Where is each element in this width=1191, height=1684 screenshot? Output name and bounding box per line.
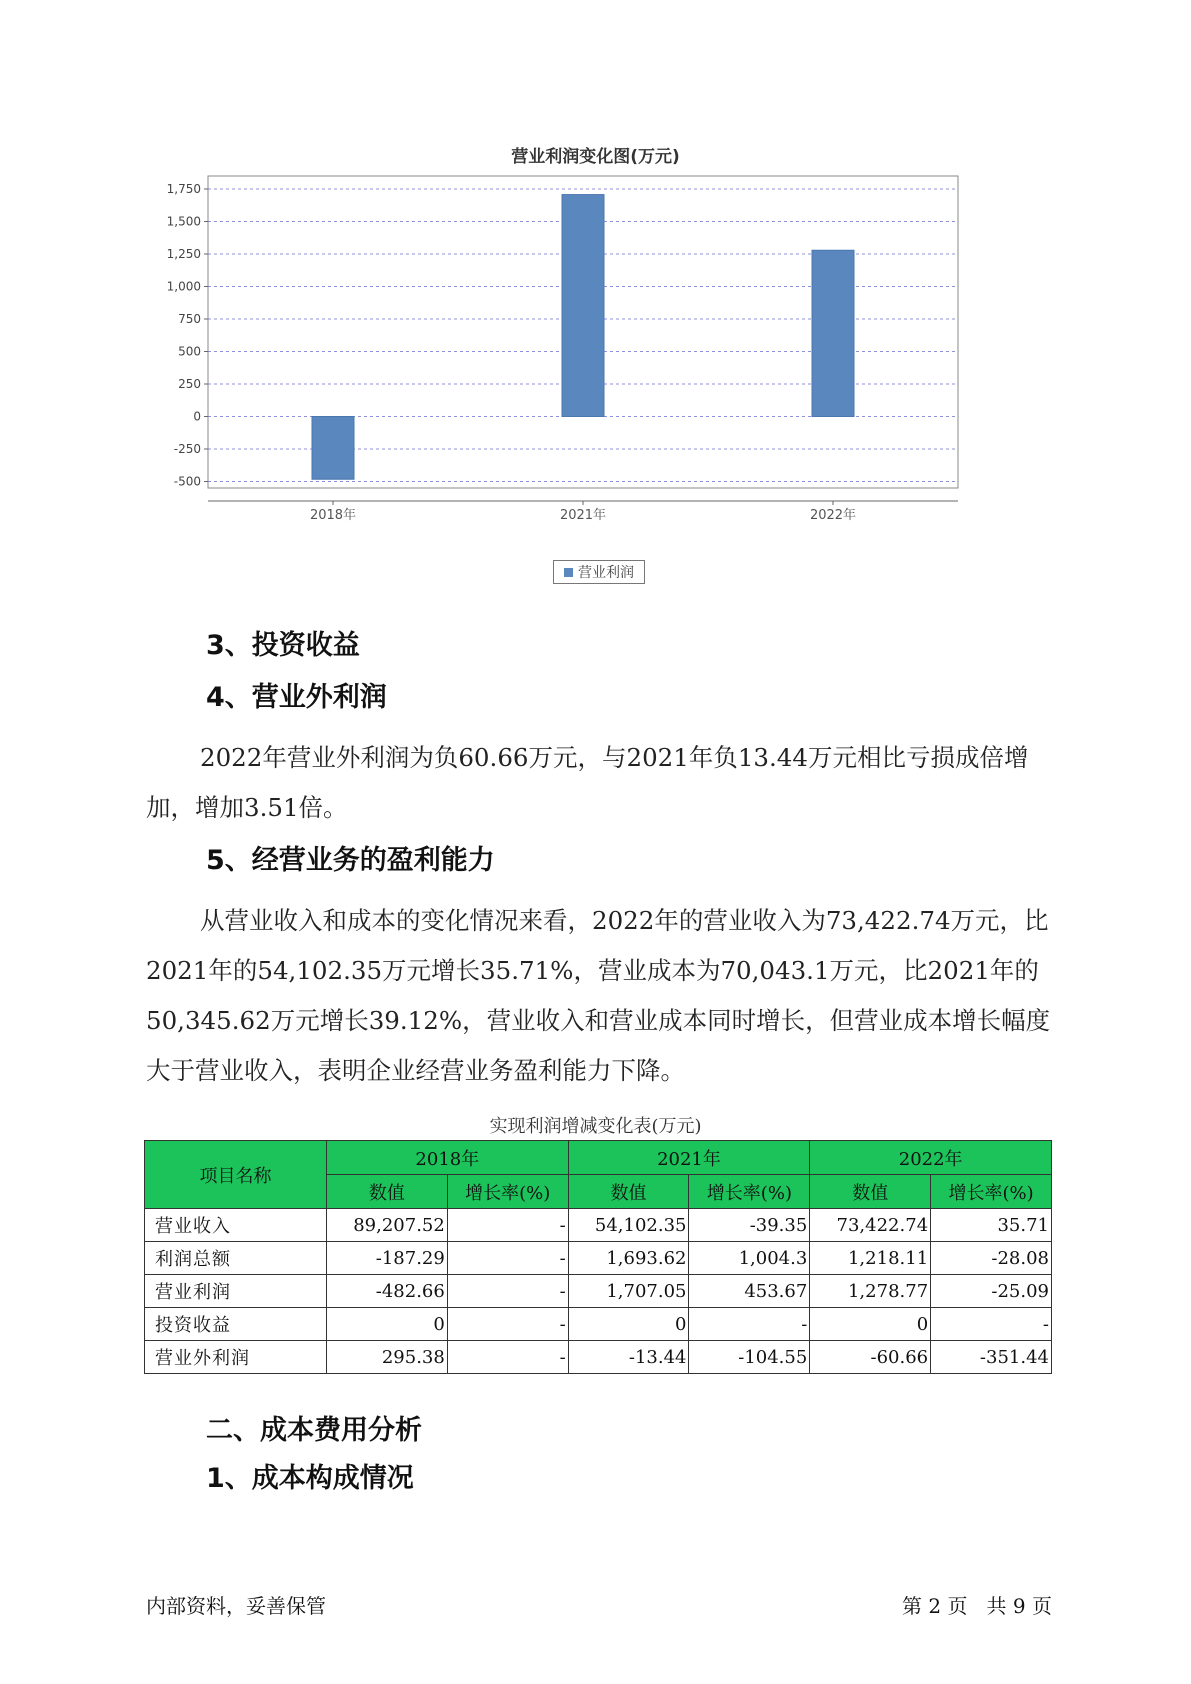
header-growth-rate: 增长率(%)	[447, 1175, 568, 1209]
row-label: 营业外利润	[145, 1341, 327, 1374]
cell-growth-rate: -	[931, 1308, 1052, 1341]
y-tick-label: 500	[178, 344, 201, 359]
cell-value: 295.38	[327, 1341, 448, 1374]
x-tick-label: 2022年	[809, 508, 857, 523]
cell-value: -13.44	[568, 1341, 689, 1374]
row-label: 投资收益	[145, 1308, 327, 1341]
cell-growth-rate: 453.67	[689, 1275, 810, 1308]
heading-profitability: 5、经营业务的盈利能力	[206, 845, 495, 876]
header-growth-rate: 增长率(%)	[689, 1175, 810, 1209]
cell-value: -187.29	[327, 1242, 448, 1275]
y-tick-label: 250	[178, 377, 201, 391]
header-value: 数值	[568, 1175, 689, 1209]
cell-growth-rate: -	[447, 1209, 568, 1242]
cell-value: 1,707.05	[568, 1275, 689, 1308]
cell-value: 0	[568, 1308, 689, 1341]
cell-value: 0	[810, 1308, 931, 1341]
y-tick-label: -500	[173, 474, 201, 489]
cell-growth-rate: 1,004.3	[689, 1242, 810, 1275]
heading-cost-composition: 1、成本构成情况	[206, 1463, 414, 1494]
cell-value: 73,422.74	[810, 1209, 931, 1242]
table-row	[145, 1308, 1052, 1341]
y-tick-label: 0	[193, 409, 201, 424]
cell-growth-rate: -39.35	[689, 1209, 810, 1242]
footer-confidential-note: 内部资料，妥善保管	[146, 1594, 326, 1618]
y-tick-label: 1,750	[166, 182, 201, 196]
row-label: 营业收入	[145, 1209, 327, 1242]
x-tick-label: 2018年	[309, 508, 357, 523]
header-growth-rate: 增长率(%)	[931, 1175, 1052, 1209]
cell-growth-rate: -351.44	[931, 1341, 1052, 1374]
cell-value: 54,102.35	[568, 1209, 689, 1242]
cell-value: 1,218.11	[810, 1242, 931, 1275]
table-row	[145, 1341, 1052, 1374]
legend-label: 营业利润	[578, 565, 634, 581]
table-row	[145, 1242, 1052, 1275]
cell-growth-rate: 35.71	[931, 1209, 1052, 1242]
cell-value: 1,693.62	[568, 1242, 689, 1275]
bar-2022年	[812, 250, 854, 416]
cell-growth-rate: -	[447, 1308, 568, 1341]
y-tick-label: 750	[178, 312, 201, 326]
paragraph-profitability: 从营业收入和成本的变化情况来看，2022年的营业收入为73,422.74万元，比2021年的54,102.35万元增长35.71%，营业成本为70,043.1万元，比2021年的50,345.62万元增长39.12%，营业收入和营业成本同时增长，但营业成本增长幅度大于营业收入，表明企业经营业务盈利能力下降。	[146, 906, 1051, 1085]
y-tick-label: -250	[173, 442, 201, 456]
cell-growth-rate: -104.55	[689, 1341, 810, 1374]
y-tick-label: 1,000	[166, 279, 201, 294]
legend-swatch	[564, 568, 573, 577]
header-year-2018: 2018年	[327, 1141, 569, 1175]
chart-legend	[553, 560, 645, 584]
row-label: 营业利润	[145, 1275, 327, 1308]
heading-cost-analysis: 二、成本费用分析	[206, 1415, 422, 1446]
bar-2018年	[312, 417, 354, 480]
table-caption: 实现利润增减变化表(万元)	[489, 1116, 702, 1137]
header-value: 数值	[810, 1175, 931, 1209]
heading-non-operating-profit: 4、营业外利润	[206, 682, 387, 713]
header-item-name: 项目名称	[145, 1141, 327, 1209]
cell-value: 0	[327, 1308, 448, 1341]
cell-growth-rate: -28.08	[931, 1242, 1052, 1275]
chart-title: 营业利润变化图(万元)	[511, 147, 680, 167]
paragraph-non-operating-profit: 2022年营业外利润为负60.66万元，与2021年负13.44万元相比亏损成倍增加，增加3.51倍。	[146, 743, 1029, 822]
header-year-2021: 2021年	[568, 1141, 810, 1175]
operating-profit-chart	[0, 0, 1191, 600]
cell-value: 89,207.52	[327, 1209, 448, 1242]
footer-page-number: 第 2 页 共 9 页	[902, 1594, 1052, 1618]
cell-growth-rate: -	[447, 1341, 568, 1374]
y-tick-label: 1,500	[166, 214, 201, 229]
cell-value: -482.66	[327, 1275, 448, 1308]
cell-value: -60.66	[810, 1341, 931, 1374]
profit-change-table	[144, 1140, 1052, 1374]
table-row	[145, 1209, 1052, 1242]
header-year-2022: 2022年	[810, 1141, 1052, 1175]
x-tick-label: 2021年	[559, 508, 607, 523]
bar-2021年	[562, 195, 604, 417]
cell-growth-rate: -	[447, 1275, 568, 1308]
cell-growth-rate: -25.09	[931, 1275, 1052, 1308]
cell-growth-rate: -	[447, 1242, 568, 1275]
row-label: 利润总额	[145, 1242, 327, 1275]
header-value: 数值	[327, 1175, 448, 1209]
y-tick-label: 1,250	[166, 247, 201, 261]
cell-growth-rate: -	[689, 1308, 810, 1341]
heading-investment-income: 3、投资收益	[206, 630, 360, 661]
table-row	[145, 1275, 1052, 1308]
cell-value: 1,278.77	[810, 1275, 931, 1308]
